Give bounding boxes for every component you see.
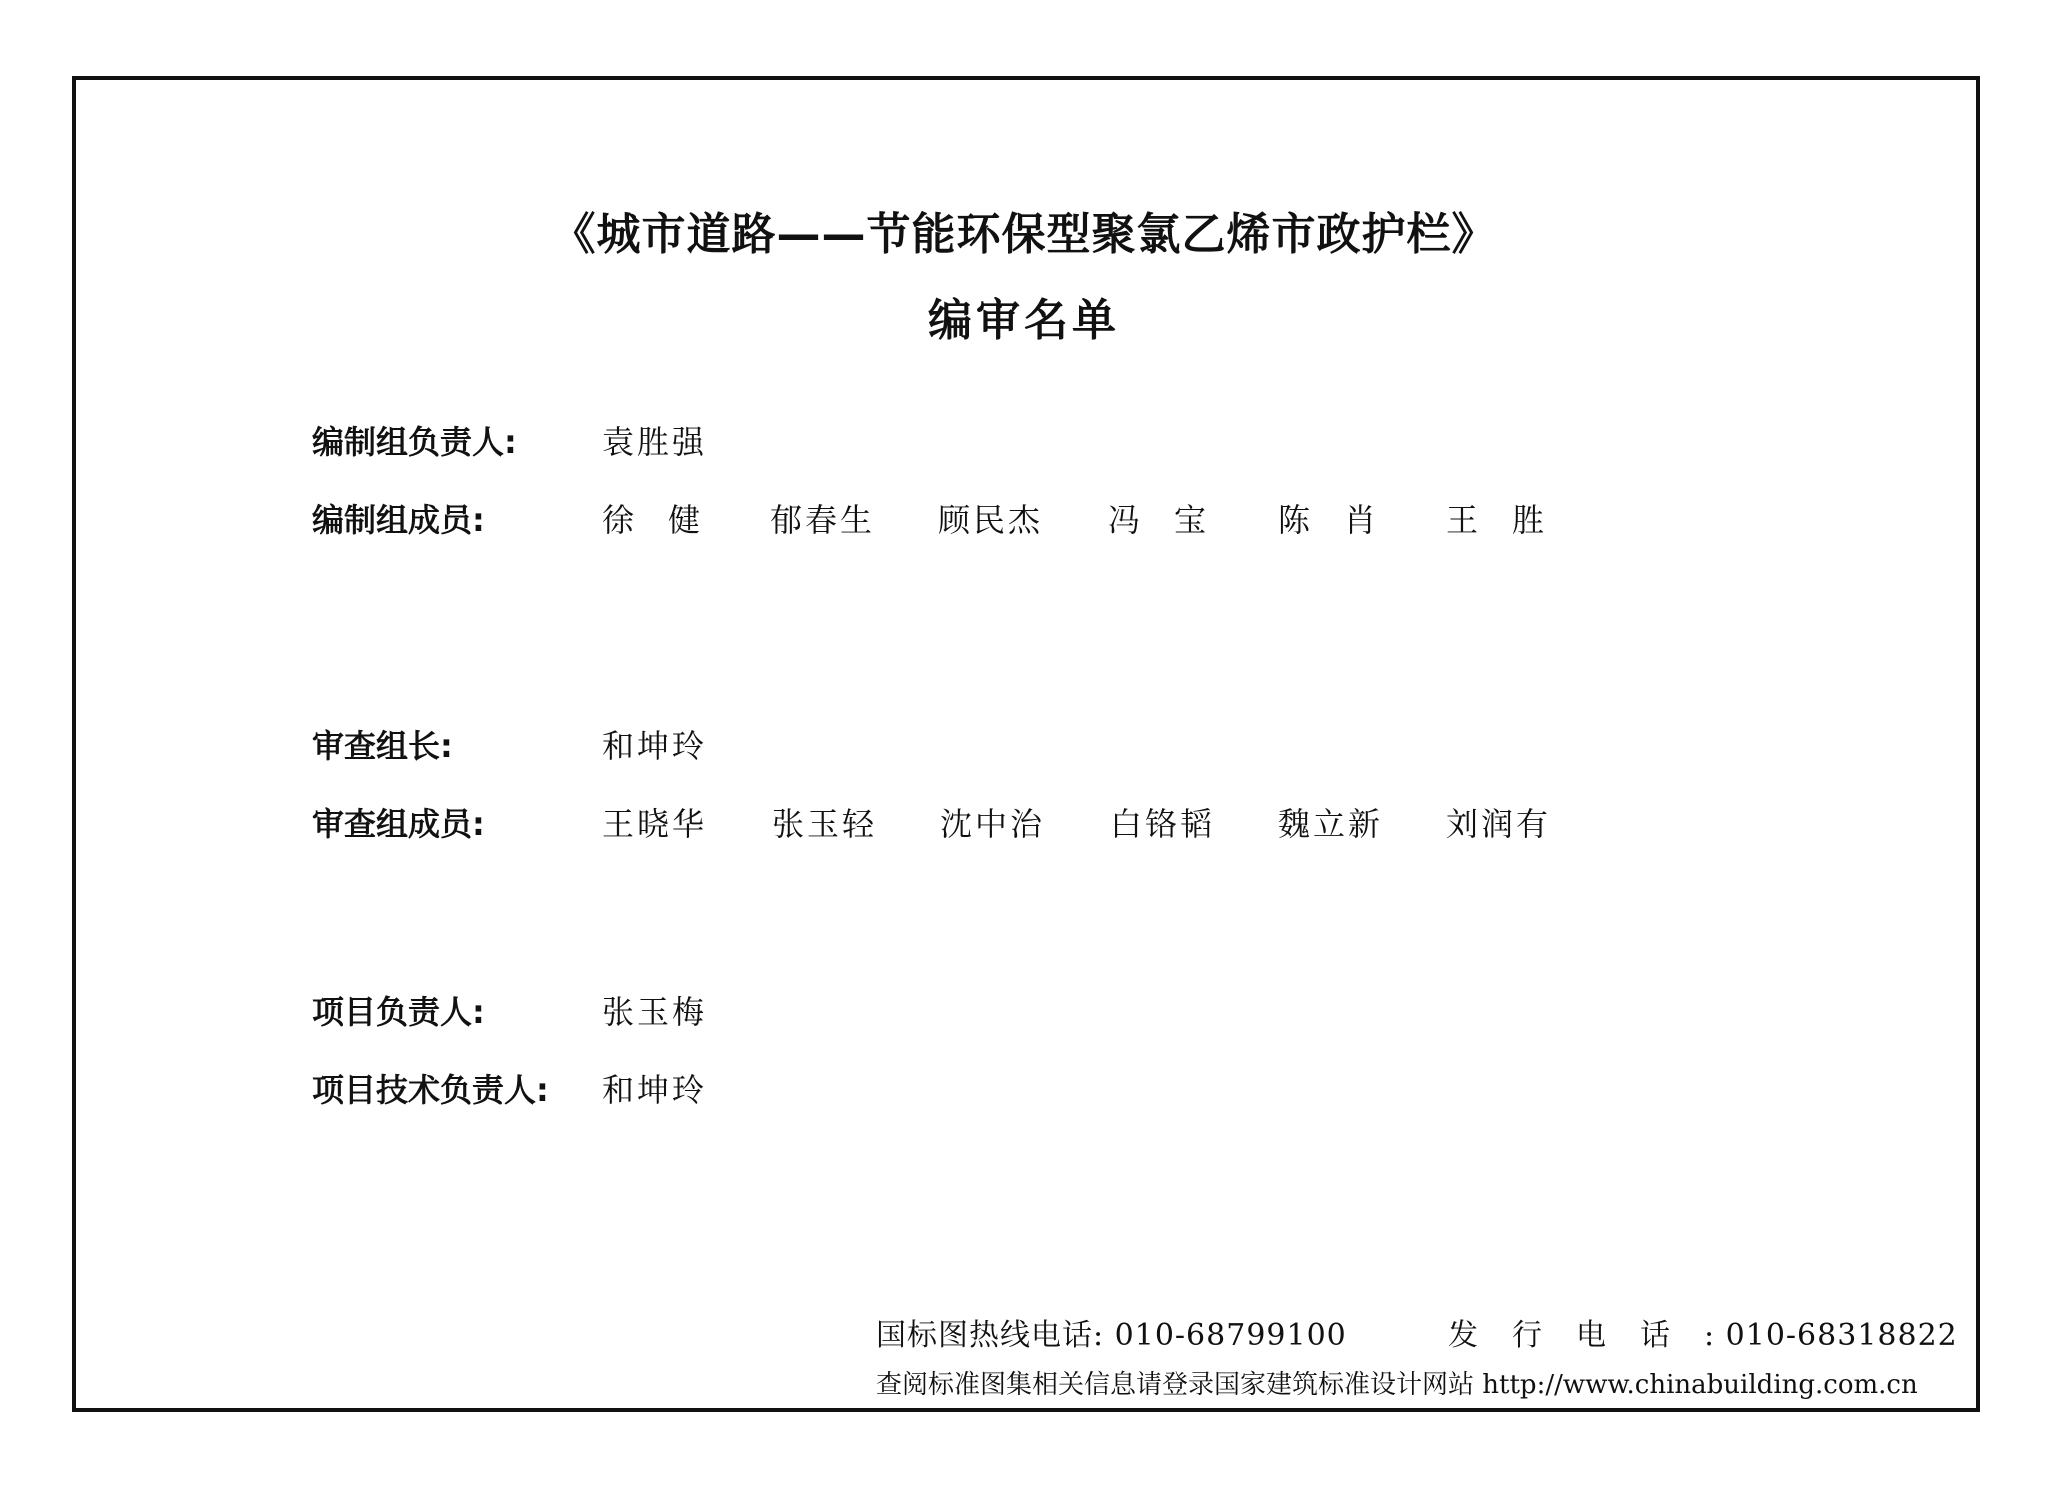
review-member: 王晓华: [602, 805, 708, 843]
document-title: 《城市道路——节能环保型聚氯乙烯市政护栏》: [551, 209, 1497, 260]
compile-member: 徐健: [602, 501, 735, 539]
issue-colon: :: [1704, 1318, 1716, 1353]
issue-label: 发行电话: [1448, 1318, 1704, 1353]
website-line: [876, 1364, 1918, 1401]
hotline-label: 国标图热线电话:: [876, 1318, 1105, 1353]
issue-number: 010-68318822: [1725, 1318, 1958, 1353]
project-lead-label: 项目负责人:: [312, 993, 485, 1031]
review-member: 白铬韬: [1110, 805, 1216, 843]
compile-lead-label: 编制组负责人:: [312, 423, 517, 461]
review-member: 魏立新: [1278, 805, 1384, 843]
project-lead-name: 张玉梅: [602, 993, 708, 1031]
compile-members-label: 编制组成员:: [312, 501, 485, 539]
review-lead-label: 审查组长:: [312, 727, 453, 765]
compile-member: 王胜: [1446, 501, 1579, 539]
compile-member: 顾民杰: [938, 501, 1044, 539]
compile-member: 郁春生: [770, 501, 876, 539]
compile-member: 冯宝: [1108, 501, 1241, 539]
review-lead-name: 和坤玲: [602, 727, 708, 765]
compile-member: 陈肖: [1278, 501, 1411, 539]
hotline-number: 010-68799100: [1114, 1318, 1347, 1353]
review-member: 张玉轻: [772, 805, 878, 843]
hotline: [876, 1310, 1347, 1354]
review-member: 刘润有: [1446, 805, 1552, 843]
website-text: 查阅标准图集相关信息请登录国家建筑标准设计网站: [876, 1370, 1475, 1400]
project-tech-name: 和坤玲: [602, 1071, 708, 1109]
website-link[interactable]: http://www.chinabuilding.com.cn: [1482, 1370, 1918, 1400]
document-subtitle: 编审名单: [928, 295, 1120, 346]
project-tech-label: 项目技术负责人:: [312, 1071, 549, 1109]
issue-phone: [1448, 1310, 1958, 1354]
compile-lead-name: 袁胜强: [602, 423, 708, 461]
review-member: 沈中治: [940, 805, 1046, 843]
review-members-label: 审查组成员:: [312, 805, 485, 843]
